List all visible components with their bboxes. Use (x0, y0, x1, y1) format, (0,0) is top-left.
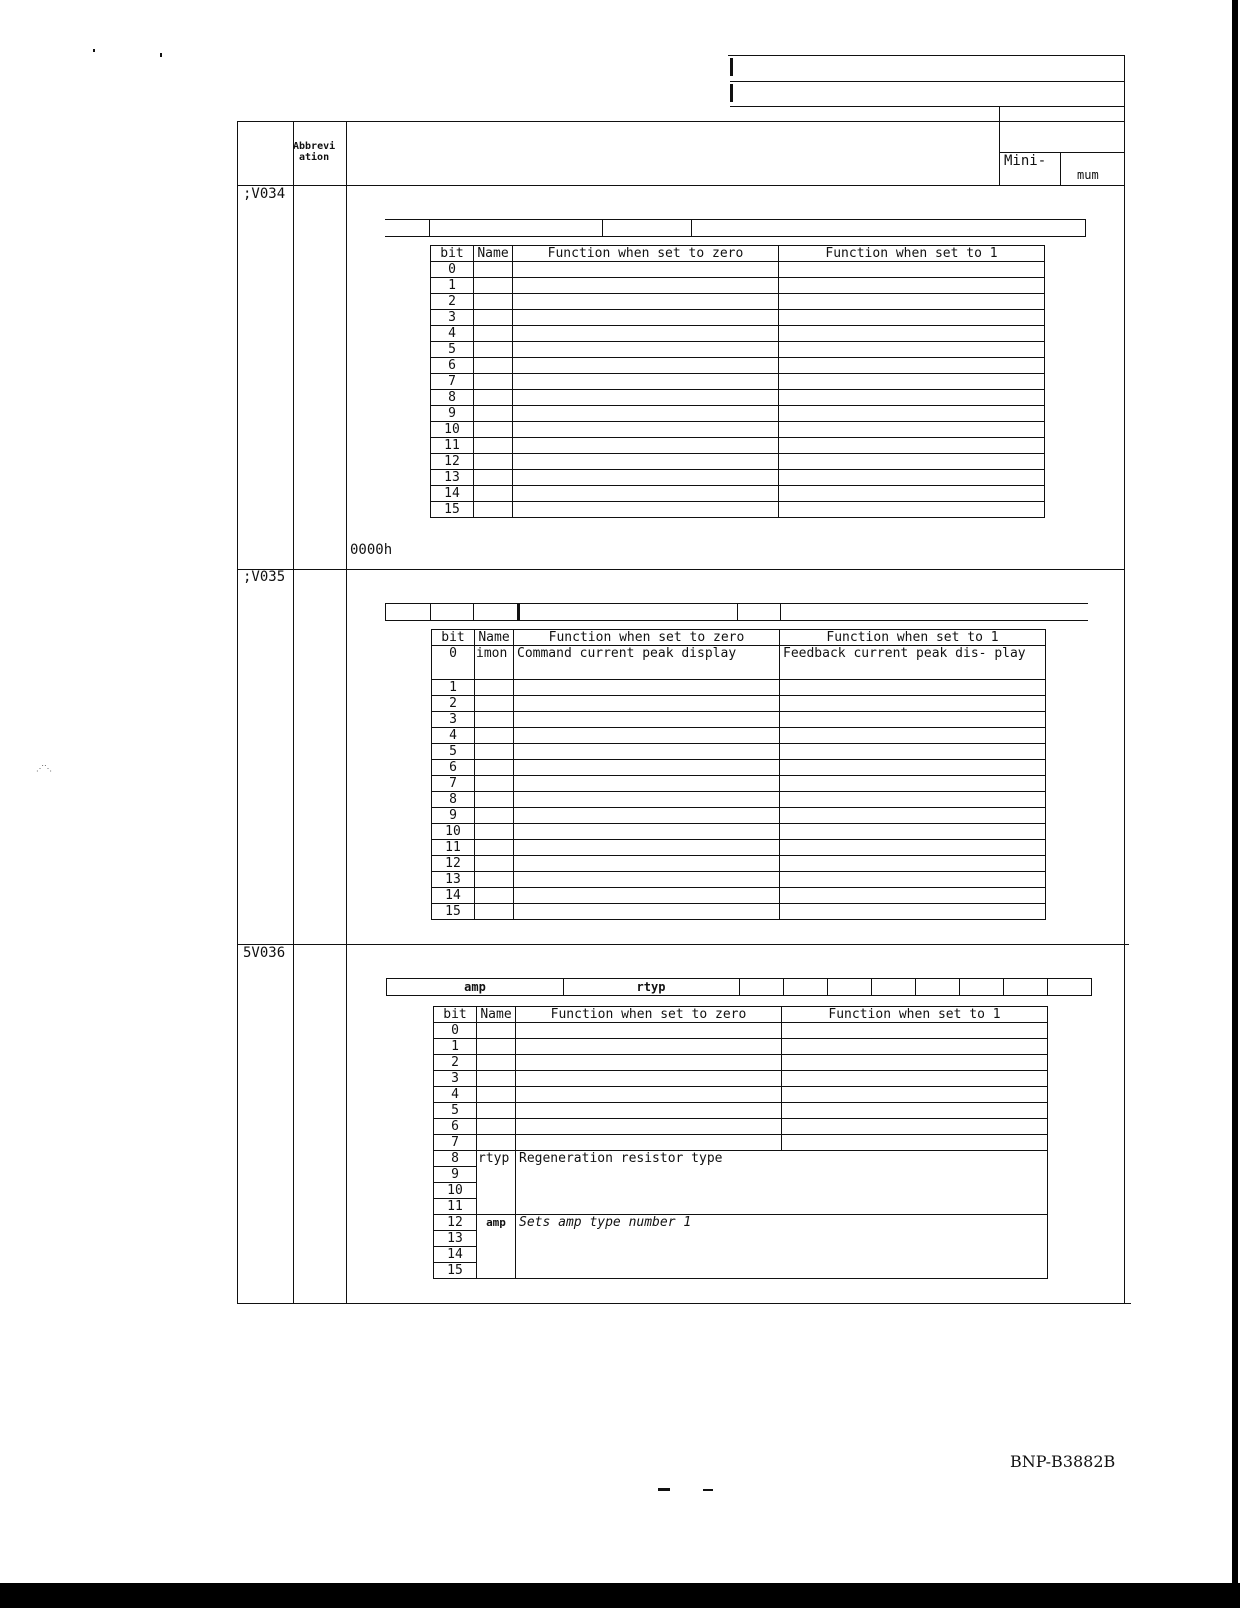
table-row: 10 (432, 824, 1046, 840)
header-mark (730, 84, 733, 102)
table-row: 8 rtyp Regeneration resistor type (434, 1151, 1048, 1167)
table-row: 14 (431, 486, 1045, 502)
frame-col-abbr-left (293, 121, 294, 1304)
table-row: 5 (432, 744, 1046, 760)
abbreviation-label-cont: ation (299, 152, 330, 163)
table-row: 13 (432, 872, 1046, 888)
table-row: 13 (431, 470, 1045, 486)
table-row: 9 (432, 808, 1046, 824)
table-row: 2 (431, 294, 1045, 310)
frame-bottom (237, 1303, 1131, 1304)
table-row: 15 (431, 502, 1045, 518)
table-row: 6 (432, 760, 1046, 776)
table-row: 7 (431, 374, 1045, 390)
table-row: 8 (432, 792, 1046, 808)
table-row: 9 (431, 406, 1045, 422)
bit-table: bit Name Function when set to zero Function when set to 1 0 1 2 3 4 5 6 7 8 9 10 11 12 13 14 15 (430, 245, 1045, 518)
param-id: ;V034 (243, 186, 286, 202)
param-id: 5V036 (243, 945, 286, 961)
frame-col-abbr-right (346, 121, 347, 1304)
table-row: 6 (431, 358, 1045, 374)
scan-edge-right (1232, 0, 1238, 1608)
table-row: 15 (434, 1263, 1048, 1279)
table-row: 12 (432, 856, 1046, 872)
table-row: 1 (432, 680, 1046, 696)
table-row: 0 imon Command current peak display Feedback current peak dis- play (432, 646, 1046, 680)
table-row: 0 (431, 262, 1045, 278)
table-row: 6 (434, 1119, 1048, 1135)
bit-strip (385, 219, 1086, 237)
minimum-label-cont: mum (1077, 168, 1099, 182)
strip-label-amp: amp (464, 980, 486, 994)
frame-header-bottom (237, 185, 1125, 186)
row-divider (237, 569, 1125, 570)
table-row: 12 amp Sets amp type number 1 (434, 1215, 1048, 1231)
table-row: 7 (432, 776, 1046, 792)
frame-left (237, 121, 238, 1304)
table-row: 11 (434, 1199, 1048, 1215)
default-value: 0000h (350, 542, 393, 558)
header-line (730, 106, 1124, 107)
scan-edge-bottom (0, 1583, 1240, 1608)
table-row: 7 (434, 1135, 1048, 1151)
table-row: 1 (431, 278, 1045, 294)
header-line (728, 55, 1124, 56)
speck (160, 53, 162, 57)
bit-strip (386, 978, 1092, 996)
table-row: 5 (434, 1103, 1048, 1119)
header-mark (730, 58, 733, 76)
abbreviation-label: Abbrevi (293, 141, 336, 152)
page-dash (658, 1488, 670, 1491)
table-row: 3 (432, 712, 1046, 728)
table-row: 11 (431, 438, 1045, 454)
minimum-col-left (999, 106, 1000, 185)
frame-right (1124, 55, 1125, 1304)
table-row: 15 (432, 904, 1046, 920)
table-row: 2 (432, 696, 1046, 712)
page-dash (703, 1489, 713, 1491)
table-row: 13 (434, 1231, 1048, 1247)
param-id: ;V035 (243, 569, 286, 585)
bit-table: bit Name Function when set to zero Function when set to 1 0 imon Command current peak display Feedback current peak dis- play 1 2 3 4 5 6 7 8 9 10 11 12 13 14 15 (431, 629, 1046, 920)
bit-table: bit Name Function when set to zero Function when set to 1 0 1 2 3 4 5 6 7 8 rtyp Regeneration resistor type 9 10 11 12 amp Sets amp type number 1 13 14 15 (433, 1006, 1048, 1279)
speck (93, 49, 95, 52)
table-row: 2 (434, 1055, 1048, 1071)
header-line (730, 81, 1124, 82)
table-row: 14 (434, 1247, 1048, 1263)
table-row: 9 (434, 1167, 1048, 1183)
table-row: 14 (432, 888, 1046, 904)
table-row: 1 (434, 1039, 1048, 1055)
table-row: 3 (431, 310, 1045, 326)
minimum-col-split (1060, 152, 1061, 185)
table-row: 5 (431, 342, 1045, 358)
bit-strip (385, 603, 1088, 621)
table-row: 8 (431, 390, 1045, 406)
table-row: 11 (432, 840, 1046, 856)
table-row: 4 (434, 1087, 1048, 1103)
table-row: 12 (431, 454, 1045, 470)
table-row: 10 (434, 1183, 1048, 1199)
table-row: 0 (434, 1023, 1048, 1039)
row-divider (237, 944, 1129, 945)
table-row: 3 (434, 1071, 1048, 1087)
doc-code: BNP-B3882B (1010, 1452, 1116, 1471)
strip-label-rtyp: rtyp (636, 980, 666, 994)
table-row: 10 (431, 422, 1045, 438)
table-row: 4 (432, 728, 1046, 744)
table-row: 4 (431, 326, 1045, 342)
minimum-label: Mini- (1004, 153, 1047, 169)
frame-top (237, 121, 1125, 122)
speck: ⋰⋱ (36, 764, 52, 773)
